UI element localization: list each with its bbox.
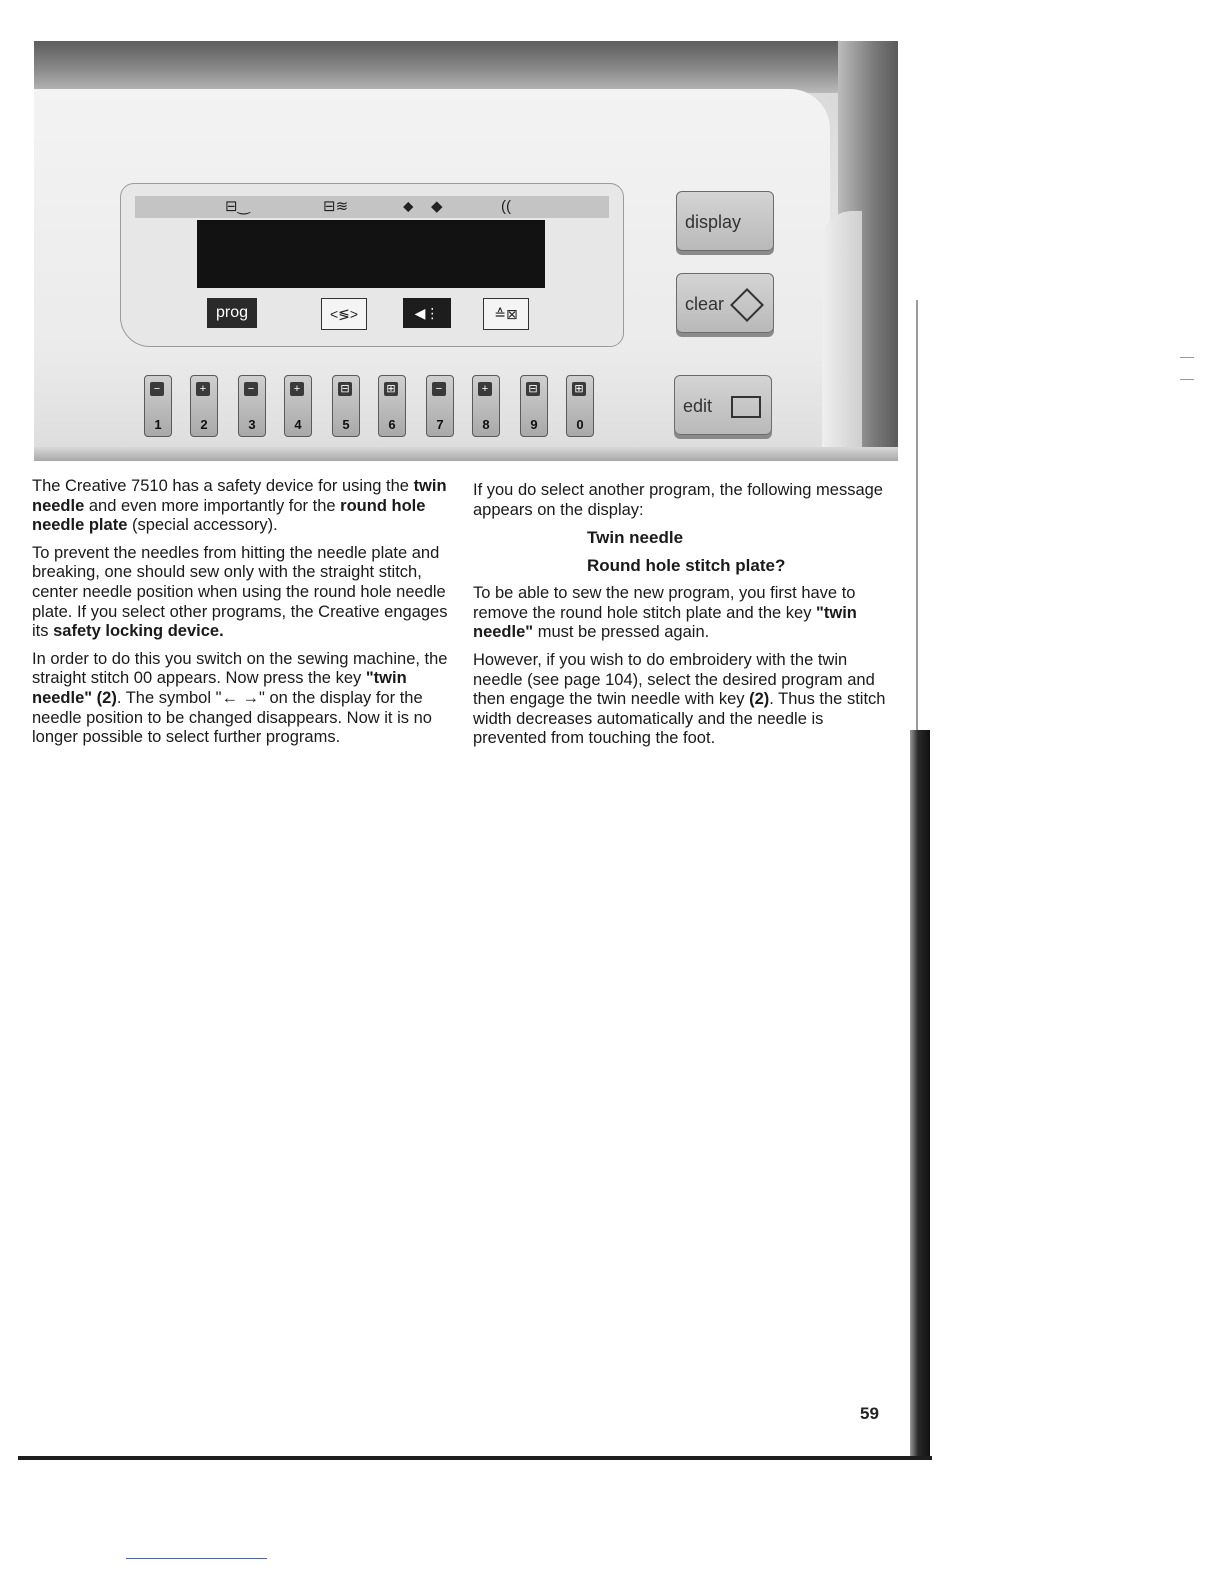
- paragraph-message-intro: If you do select another program, the following message appears on the display:: [473, 481, 883, 519]
- photo-background-bottom: [34, 447, 898, 461]
- stitch-width-key[interactable]: <≶>: [321, 298, 367, 330]
- minus-box-icon: ⊟: [526, 382, 540, 396]
- paragraph-prevent: To prevent the needles from hitting the needle plate and breaking, one should sew only with the straight stitch, center needle position when using the round hole needle plate. If you select other programs, the Creative engages its safety locking device.: [32, 543, 448, 641]
- display-button[interactable]: display: [676, 191, 774, 251]
- page-number: 59: [860, 1404, 879, 1423]
- prog-key[interactable]: prog: [207, 298, 257, 328]
- left-column: [32, 477, 457, 756]
- edit-button-label: edit: [683, 396, 713, 416]
- diamond-icon: [730, 288, 764, 322]
- number-key-3[interactable]: − 3: [238, 375, 266, 437]
- number-key-8[interactable]: + 8: [472, 375, 500, 437]
- scan-edge-thin: [916, 300, 918, 730]
- display-icon-strip: [135, 196, 609, 218]
- lcd-screen: [197, 220, 545, 288]
- paragraph-remove-plate: To be able to sew the new program, you first have to remove the round hole stitch plate and the key "twin needle" must be pressed again.: [473, 584, 857, 642]
- minus-icon: −: [432, 382, 446, 396]
- scan-edge-shadow: [910, 730, 930, 1460]
- plus-icon: +: [478, 382, 492, 396]
- needle-position-key[interactable]: ◀⋮: [403, 298, 451, 328]
- clear-button[interactable]: [676, 273, 774, 333]
- number-key-4[interactable]: + 4: [284, 375, 312, 437]
- machine-side-cap: [822, 211, 862, 461]
- margin-tick: [1180, 379, 1194, 380]
- pattern-icon: ⊟≋: [323, 198, 349, 215]
- right-column: [473, 481, 898, 757]
- number-key-9[interactable]: ⊟ 9: [520, 375, 548, 437]
- plus-icon: +: [196, 382, 210, 396]
- paragraph-embroidery: However, if you wish to do embroidery with the twin needle (see page 104), select the desired program and then engage the twin needle with key (2). Thus the stitch width decreases automatically and the needle is prevented from touching the foot.: [473, 650, 886, 748]
- number-key-0[interactable]: ⊞ 0: [566, 375, 594, 437]
- number-key-6[interactable]: ⊞ 6: [378, 375, 406, 437]
- plus-icon: +: [290, 382, 304, 396]
- display-panel: [120, 183, 624, 347]
- sewing-machine-photo: [34, 41, 898, 461]
- minus-icon: −: [150, 382, 164, 396]
- stitch-length-key[interactable]: ≙⊠: [483, 298, 529, 330]
- plus-box-icon: ⊞: [572, 382, 586, 396]
- display-message-line-1: Twin needle: [587, 528, 684, 548]
- position-icon: ◆: [431, 198, 443, 215]
- display-message-line-2: Round hole stitch plate?: [587, 556, 786, 576]
- edit-button[interactable]: [674, 375, 772, 435]
- sewing-machine-icon: [731, 396, 761, 418]
- paragraph-procedure: In order to do this you switch on the sewing machine, the straight stitch 00 appears. Now press the key "twin needle" (2). The symbol "← →" on the display for the needle position to be changed disappears. Now it is no longer possible to select further programs.: [32, 649, 448, 747]
- footer-line: [126, 1558, 267, 1559]
- plus-box-icon: ⊞: [384, 382, 398, 396]
- number-key-2[interactable]: + 2: [190, 375, 218, 437]
- paragraph-intro: The Creative 7510 has a safety device for using the twin needle and even more importantly for the round hole needle plate (special accessory).: [32, 477, 447, 535]
- clear-button-label: clear: [685, 294, 725, 314]
- width-icon: ⬥: [403, 198, 414, 215]
- number-key-1[interactable]: − 1: [144, 375, 172, 437]
- minus-icon: −: [244, 382, 258, 396]
- number-key-7[interactable]: − 7: [426, 375, 454, 437]
- photo-background-top: [34, 41, 898, 93]
- stitch-icon: ⊟‿: [225, 198, 250, 215]
- margin-tick: [1180, 357, 1194, 358]
- length-icon: ((: [501, 198, 511, 215]
- number-key-5[interactable]: ⊟ 5: [332, 375, 360, 437]
- minus-box-icon: ⊟: [338, 382, 352, 396]
- bottom-rule: [18, 1456, 932, 1460]
